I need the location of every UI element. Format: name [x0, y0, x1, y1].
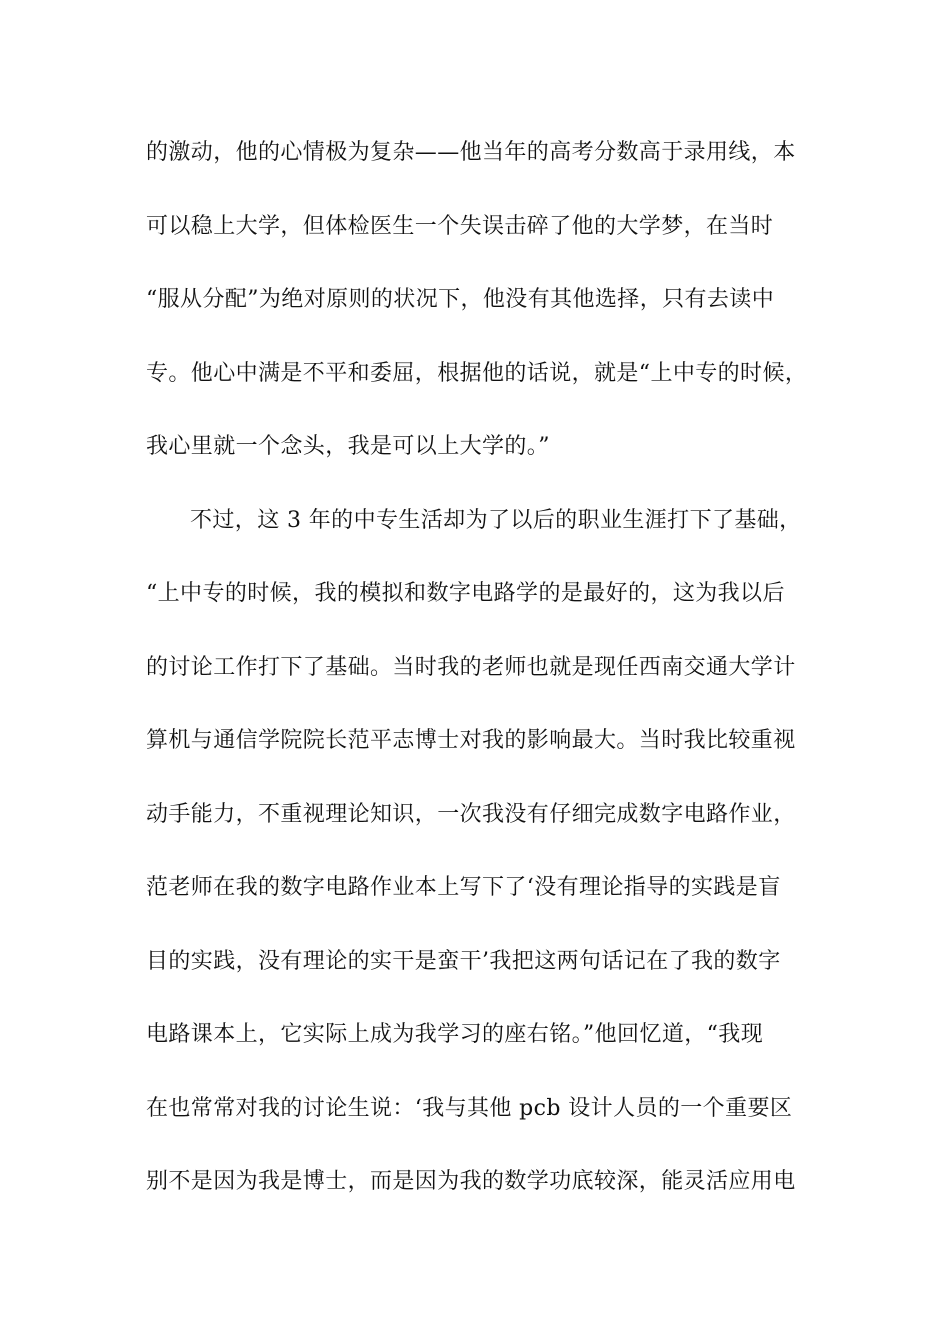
text-line: 动手能力，不重视理论知识，一次我没有仔细完成数字电路作业， [146, 801, 796, 827]
text-line: 的讨论工作打下了基础。当时我的老师也就是现任西南交通大学计 [146, 654, 796, 680]
text-line: 算机与通信学院院长范平志博士对我的影响最大。当时我比较重视 [146, 728, 796, 753]
text-line: “服从分配”为绝对原则的状况下，他没有其他选择，只有去读中 [146, 287, 775, 312]
text-line: 别不是因为我是博士，而是因为我的数学功底较深，能灵活应用电 [146, 1169, 796, 1194]
text-line: 专。他心中满是不平和委屈，根据他的话说，就是“上中专的时候， [146, 360, 808, 386]
text-line: 目的实践，没有理论的实干是蛮干’我把这两句话记在了我的数字 [146, 948, 781, 974]
text-line: 可以稳上大学，但体检医生一个失误击碎了他的大学梦，在当时 [146, 213, 774, 239]
paragraph-start-line: 不过，这 3 年的中专生活却为了以后的职业生涯打下了基础， [190, 507, 802, 533]
text-line: 范老师在我的数字电路作业本上写下了‘没有理论指导的实践是盲 [146, 875, 781, 900]
text-line: 我心里就一个念头，我是可以上大学的。” [146, 434, 550, 459]
text-line: 在也常常对我的讨论生说：‘我与其他 pcb 设计人员的一个重要区 [146, 1095, 793, 1121]
text-line: “上中专的时候，我的模拟和数字电路学的是最好的，这为我以后 [146, 581, 785, 606]
text-line: 电路课本上，它实际上成为我学习的座右铭。”他回忆道，“我现 [146, 1022, 764, 1047]
text-line: 的激动，他的心情极为复杂——他当年的高考分数高于录用线，本 [146, 140, 796, 165]
body-text [146, 128, 836, 1231]
